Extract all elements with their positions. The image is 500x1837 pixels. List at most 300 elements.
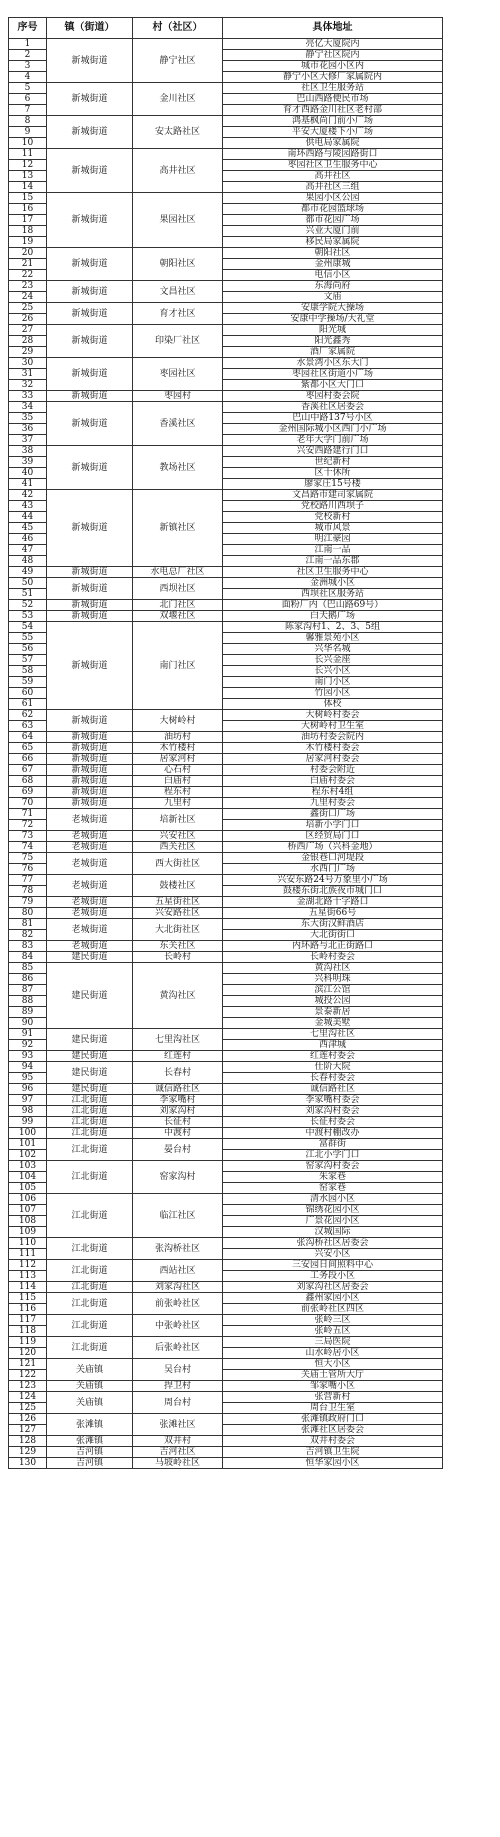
address-cell: 电信小区 bbox=[223, 270, 443, 281]
serial-cell: 33 bbox=[9, 391, 47, 402]
address-cell: 鑫州家园小区 bbox=[223, 1293, 443, 1304]
table-header-row bbox=[9, 18, 443, 39]
table-row bbox=[9, 1381, 443, 1392]
serial-cell: 26 bbox=[9, 314, 47, 325]
village-cell: 文昌社区 bbox=[133, 281, 223, 303]
serial-cell: 86 bbox=[9, 974, 47, 985]
address-cell: 汉城国际 bbox=[223, 1227, 443, 1238]
address-cell: 诚信路社区 bbox=[223, 1084, 443, 1095]
town-cell: 新城街道 bbox=[47, 402, 133, 446]
serial-cell: 24 bbox=[9, 292, 47, 303]
town-cell: 新城街道 bbox=[47, 149, 133, 193]
address-cell: 竹园小区 bbox=[223, 688, 443, 699]
village-cell: 安太路社区 bbox=[133, 116, 223, 149]
table-body bbox=[9, 39, 443, 1469]
village-cell: 前张岭社区 bbox=[133, 1293, 223, 1315]
address-cell: 吉河镇卫生院 bbox=[223, 1447, 443, 1458]
table-row bbox=[9, 1359, 443, 1370]
village-cell: 心石村 bbox=[133, 765, 223, 776]
address-cell: 九里村委会 bbox=[223, 798, 443, 809]
address-cell: 内环路与北正街路口 bbox=[223, 941, 443, 952]
serial-cell: 59 bbox=[9, 677, 47, 688]
address-cell: 金州康城 bbox=[223, 259, 443, 270]
table-row bbox=[9, 1282, 443, 1293]
table-row bbox=[9, 83, 443, 94]
table-row bbox=[9, 600, 443, 611]
serial-cell: 88 bbox=[9, 996, 47, 1007]
serial-cell: 115 bbox=[9, 1293, 47, 1304]
table-row bbox=[9, 732, 443, 743]
address-cell: 前张岭社区四区 bbox=[223, 1304, 443, 1315]
village-cell: 张滩社区 bbox=[133, 1414, 223, 1436]
town-cell: 老城街道 bbox=[47, 875, 133, 897]
town-cell: 老城街道 bbox=[47, 941, 133, 952]
table-row bbox=[9, 622, 443, 633]
town-cell: 江北街道 bbox=[47, 1293, 133, 1315]
table-row bbox=[9, 963, 443, 974]
serial-cell: 53 bbox=[9, 611, 47, 622]
serial-cell: 117 bbox=[9, 1315, 47, 1326]
address-cell: 面粉厂内（巴山路69号） bbox=[223, 600, 443, 611]
serial-cell: 6 bbox=[9, 94, 47, 105]
table-row bbox=[9, 567, 443, 578]
serial-cell: 116 bbox=[9, 1304, 47, 1315]
address-cell: 红莲村委会 bbox=[223, 1051, 443, 1062]
address-cell: 金银巷口河堤段 bbox=[223, 853, 443, 864]
table-row bbox=[9, 1447, 443, 1458]
serial-cell: 18 bbox=[9, 226, 47, 237]
address-cell: 朱家巷 bbox=[223, 1172, 443, 1183]
serial-cell: 66 bbox=[9, 754, 47, 765]
table-row bbox=[9, 1194, 443, 1205]
address-cell: 恒大小区 bbox=[223, 1359, 443, 1370]
address-cell: 体校 bbox=[223, 699, 443, 710]
serial-cell: 102 bbox=[9, 1150, 47, 1161]
village-cell: 育才社区 bbox=[133, 303, 223, 325]
address-cell: 桥西广场（兴科金地） bbox=[223, 842, 443, 853]
address-cell: 社区卫生服务站 bbox=[223, 83, 443, 94]
town-cell: 江北街道 bbox=[47, 1161, 133, 1194]
table-row bbox=[9, 578, 443, 589]
serial-cell: 3 bbox=[9, 61, 47, 72]
table-row bbox=[9, 39, 443, 50]
serial-cell: 106 bbox=[9, 1194, 47, 1205]
table-row bbox=[9, 1128, 443, 1139]
serial-cell: 99 bbox=[9, 1117, 47, 1128]
address-cell: 枣园社区街道小广场 bbox=[223, 369, 443, 380]
serial-cell: 56 bbox=[9, 644, 47, 655]
address-cell: 阳光城 bbox=[223, 325, 443, 336]
address-cell: 中渡村棚改办 bbox=[223, 1128, 443, 1139]
serial-cell: 118 bbox=[9, 1326, 47, 1337]
serial-cell: 95 bbox=[9, 1073, 47, 1084]
village-cell: 临江社区 bbox=[133, 1194, 223, 1238]
town-cell: 建民街道 bbox=[47, 1029, 133, 1051]
table-row bbox=[9, 1293, 443, 1304]
serial-cell: 30 bbox=[9, 358, 47, 369]
address-cell: 世纪新村 bbox=[223, 457, 443, 468]
serial-cell: 104 bbox=[9, 1172, 47, 1183]
village-cell: 油坊村 bbox=[133, 732, 223, 743]
village-cell: 周台村 bbox=[133, 1392, 223, 1414]
address-cell: 金州国际城小区西门小广场 bbox=[223, 424, 443, 435]
village-cell: 窑家沟村 bbox=[133, 1161, 223, 1194]
address-cell: 枣园社区卫生服务中心 bbox=[223, 160, 443, 171]
serial-cell: 15 bbox=[9, 193, 47, 204]
address-cell: 黄沟社区 bbox=[223, 963, 443, 974]
serial-cell: 54 bbox=[9, 622, 47, 633]
table-row bbox=[9, 1062, 443, 1073]
table-row bbox=[9, 1161, 443, 1172]
serial-cell: 35 bbox=[9, 413, 47, 424]
serial-cell: 8 bbox=[9, 116, 47, 127]
serial-cell: 57 bbox=[9, 655, 47, 666]
serial-cell: 13 bbox=[9, 171, 47, 182]
address-cell: 长兴金座 bbox=[223, 655, 443, 666]
table-row bbox=[9, 787, 443, 798]
serial-cell: 127 bbox=[9, 1425, 47, 1436]
address-cell: 廖家庄15号楼 bbox=[223, 479, 443, 490]
table-row bbox=[9, 809, 443, 820]
table-row bbox=[9, 1436, 443, 1447]
address-cell: 培新小学门口 bbox=[223, 820, 443, 831]
address-cell: 张岭五区 bbox=[223, 1326, 443, 1337]
address-cell: 南门小区 bbox=[223, 677, 443, 688]
table-row bbox=[9, 754, 443, 765]
address-cell: 老年大学门前广场 bbox=[223, 435, 443, 446]
address-cell: 兴安小区 bbox=[223, 1249, 443, 1260]
address-cell: 鼓楼东街北族夜市城门口 bbox=[223, 886, 443, 897]
address-cell: 巴山中路137号小区 bbox=[223, 413, 443, 424]
town-cell: 新城街道 bbox=[47, 743, 133, 754]
serial-cell: 46 bbox=[9, 534, 47, 545]
address-cell: 馨雅景苑小区 bbox=[223, 633, 443, 644]
address-cell: 关庙土管所大厅 bbox=[223, 1370, 443, 1381]
header-village: 村（社区） bbox=[133, 18, 223, 39]
address-cell: 区经贸局门口 bbox=[223, 831, 443, 842]
serial-cell: 4 bbox=[9, 72, 47, 83]
serial-cell: 58 bbox=[9, 666, 47, 677]
address-cell: 程东村4组 bbox=[223, 787, 443, 798]
town-cell: 张滩镇 bbox=[47, 1414, 133, 1436]
town-cell: 新城街道 bbox=[47, 765, 133, 776]
town-cell: 老城街道 bbox=[47, 853, 133, 875]
address-cell: 育才西路金川社区老村部 bbox=[223, 105, 443, 116]
town-cell: 新城街道 bbox=[47, 281, 133, 303]
address-cell: 白庙村委会 bbox=[223, 776, 443, 787]
town-cell: 老城街道 bbox=[47, 897, 133, 908]
table-row bbox=[9, 776, 443, 787]
village-cell: 香溪社区 bbox=[133, 402, 223, 446]
address-cell: 高井社区 bbox=[223, 171, 443, 182]
address-cell: 移民局家属院 bbox=[223, 237, 443, 248]
address-cell: 城市风景 bbox=[223, 523, 443, 534]
table-row bbox=[9, 941, 443, 952]
table-row bbox=[9, 710, 443, 721]
address-cell: 张滩社区居委会 bbox=[223, 1425, 443, 1436]
serial-cell: 68 bbox=[9, 776, 47, 787]
town-cell: 新城街道 bbox=[47, 611, 133, 622]
table-row bbox=[9, 908, 443, 919]
address-cell: 大树岭村委会 bbox=[223, 710, 443, 721]
address-cell: 长春村委会 bbox=[223, 1073, 443, 1084]
serial-cell: 28 bbox=[9, 336, 47, 347]
town-cell: 关庙镇 bbox=[47, 1381, 133, 1392]
village-cell: 西大街社区 bbox=[133, 853, 223, 875]
serial-cell: 74 bbox=[9, 842, 47, 853]
village-cell: 捍卫村 bbox=[133, 1381, 223, 1392]
table-row bbox=[9, 1117, 443, 1128]
address-cell: 景泰新居 bbox=[223, 1007, 443, 1018]
village-cell: 南门社区 bbox=[133, 622, 223, 710]
town-cell: 关庙镇 bbox=[47, 1392, 133, 1414]
village-cell: 西关社区 bbox=[133, 842, 223, 853]
serial-cell: 7 bbox=[9, 105, 47, 116]
town-cell: 江北街道 bbox=[47, 1139, 133, 1161]
serial-cell: 122 bbox=[9, 1370, 47, 1381]
serial-cell: 50 bbox=[9, 578, 47, 589]
serial-cell: 25 bbox=[9, 303, 47, 314]
serial-cell: 83 bbox=[9, 941, 47, 952]
address-cell: 安康学院大操场 bbox=[223, 303, 443, 314]
address-cell: 水西门广场 bbox=[223, 864, 443, 875]
serial-cell: 123 bbox=[9, 1381, 47, 1392]
address-cell: 平安大厦楼下小广场 bbox=[223, 127, 443, 138]
address-cell: 山水岭居小区 bbox=[223, 1348, 443, 1359]
address-cell: 兴业大厦门前 bbox=[223, 226, 443, 237]
serial-cell: 79 bbox=[9, 897, 47, 908]
village-cell: 黄沟社区 bbox=[133, 963, 223, 1029]
serial-cell: 103 bbox=[9, 1161, 47, 1172]
address-cell: 七里沟社区 bbox=[223, 1029, 443, 1040]
serial-cell: 44 bbox=[9, 512, 47, 523]
serial-cell: 27 bbox=[9, 325, 47, 336]
village-cell: 吴台村 bbox=[133, 1359, 223, 1381]
town-cell: 新城街道 bbox=[47, 446, 133, 490]
serial-cell: 43 bbox=[9, 501, 47, 512]
town-cell: 老城街道 bbox=[47, 919, 133, 941]
address-cell: 高井社区三组 bbox=[223, 182, 443, 193]
serial-cell: 114 bbox=[9, 1282, 47, 1293]
town-cell: 江北街道 bbox=[47, 1282, 133, 1293]
address-cell: 窑家巷 bbox=[223, 1183, 443, 1194]
address-cell: 周台卫生室 bbox=[223, 1403, 443, 1414]
table-row bbox=[9, 1458, 443, 1469]
serial-cell: 107 bbox=[9, 1205, 47, 1216]
header-town: 镇（街道） bbox=[47, 18, 133, 39]
table-row bbox=[9, 358, 443, 369]
address-cell: 广景花园小区 bbox=[223, 1216, 443, 1227]
village-cell: 西站社区 bbox=[133, 1260, 223, 1282]
serial-cell: 77 bbox=[9, 875, 47, 886]
serial-cell: 120 bbox=[9, 1348, 47, 1359]
town-cell: 老城街道 bbox=[47, 809, 133, 831]
village-cell: 新镇社区 bbox=[133, 490, 223, 567]
village-cell: 双堰社区 bbox=[133, 611, 223, 622]
town-cell: 江北街道 bbox=[47, 1315, 133, 1337]
address-cell: 大北街街口 bbox=[223, 930, 443, 941]
address-cell: 朝阳社区 bbox=[223, 248, 443, 259]
serial-cell: 84 bbox=[9, 952, 47, 963]
village-cell: 双井村 bbox=[133, 1436, 223, 1447]
village-cell: 兴安路社区 bbox=[133, 908, 223, 919]
serial-cell: 9 bbox=[9, 127, 47, 138]
address-cell: 紫都小区大门口 bbox=[223, 380, 443, 391]
town-cell: 老城街道 bbox=[47, 831, 133, 842]
address-cell: 东大街汉鲜酒店 bbox=[223, 919, 443, 930]
village-cell: 木竹楼村 bbox=[133, 743, 223, 754]
serial-cell: 41 bbox=[9, 479, 47, 490]
town-cell: 新城街道 bbox=[47, 193, 133, 248]
village-cell: 朝阳社区 bbox=[133, 248, 223, 281]
table-row bbox=[9, 402, 443, 413]
table-row bbox=[9, 281, 443, 292]
town-cell: 新城街道 bbox=[47, 578, 133, 600]
address-cell: 安康中学操场/大礼堂 bbox=[223, 314, 443, 325]
address-cell: 村委会附近 bbox=[223, 765, 443, 776]
village-cell: 枣园社区 bbox=[133, 358, 223, 391]
town-cell: 建民街道 bbox=[47, 1051, 133, 1062]
serial-cell: 69 bbox=[9, 787, 47, 798]
address-cell: 香溪社区居委会 bbox=[223, 402, 443, 413]
address-cell: 窑家沟村委会 bbox=[223, 1161, 443, 1172]
village-cell: 静宁社区 bbox=[133, 39, 223, 83]
table-row bbox=[9, 1337, 443, 1348]
address-table bbox=[8, 17, 443, 1469]
table-row bbox=[9, 248, 443, 259]
address-cell: 东海尚府 bbox=[223, 281, 443, 292]
village-cell: 后张岭社区 bbox=[133, 1337, 223, 1359]
address-cell: 兴华名城 bbox=[223, 644, 443, 655]
village-cell: 中渡村 bbox=[133, 1128, 223, 1139]
address-cell: 油坊村委会院内 bbox=[223, 732, 443, 743]
serial-cell: 125 bbox=[9, 1403, 47, 1414]
serial-cell: 48 bbox=[9, 556, 47, 567]
serial-cell: 17 bbox=[9, 215, 47, 226]
serial-cell: 60 bbox=[9, 688, 47, 699]
village-cell: 七里沟社区 bbox=[133, 1029, 223, 1051]
serial-cell: 42 bbox=[9, 490, 47, 501]
serial-cell: 100 bbox=[9, 1128, 47, 1139]
address-cell: 兴安西路建行门口 bbox=[223, 446, 443, 457]
town-cell: 新城街道 bbox=[47, 776, 133, 787]
address-cell: 双井村委会 bbox=[223, 1436, 443, 1447]
village-cell: 金川社区 bbox=[133, 83, 223, 116]
serial-cell: 47 bbox=[9, 545, 47, 556]
address-cell: 南环西路与陵园路街口 bbox=[223, 149, 443, 160]
serial-cell: 92 bbox=[9, 1040, 47, 1051]
address-cell: 富群街 bbox=[223, 1139, 443, 1150]
village-cell: 兴安社区 bbox=[133, 831, 223, 842]
serial-cell: 52 bbox=[9, 600, 47, 611]
serial-cell: 90 bbox=[9, 1018, 47, 1029]
address-cell: 静宁小区大修厂家属院内 bbox=[223, 72, 443, 83]
serial-cell: 91 bbox=[9, 1029, 47, 1040]
serial-cell: 126 bbox=[9, 1414, 47, 1425]
village-cell: 九里村 bbox=[133, 798, 223, 809]
address-cell: 党校路川西坝子 bbox=[223, 501, 443, 512]
town-cell: 新城街道 bbox=[47, 754, 133, 765]
address-cell: 白天鹅广场 bbox=[223, 611, 443, 622]
serial-cell: 96 bbox=[9, 1084, 47, 1095]
village-cell: 五星街社区 bbox=[133, 897, 223, 908]
address-cell: 大树岭村卫生室 bbox=[223, 721, 443, 732]
address-cell: 清水园小区 bbox=[223, 1194, 443, 1205]
town-cell: 关庙镇 bbox=[47, 1359, 133, 1381]
address-cell: 都市花园广场 bbox=[223, 215, 443, 226]
address-cell: 仕阶大院 bbox=[223, 1062, 443, 1073]
town-cell: 江北街道 bbox=[47, 1260, 133, 1282]
serial-cell: 55 bbox=[9, 633, 47, 644]
village-cell: 长征村 bbox=[133, 1117, 223, 1128]
town-cell: 建民街道 bbox=[47, 1084, 133, 1095]
serial-cell: 63 bbox=[9, 721, 47, 732]
address-cell: 滨江公馆 bbox=[223, 985, 443, 996]
town-cell: 新城街道 bbox=[47, 39, 133, 83]
serial-cell: 1 bbox=[9, 39, 47, 50]
address-cell: 城市花园小区内 bbox=[223, 61, 443, 72]
table-row bbox=[9, 842, 443, 853]
address-cell: 江南一品东郡 bbox=[223, 556, 443, 567]
town-cell: 江北街道 bbox=[47, 1337, 133, 1359]
address-cell: 酒厂家属院 bbox=[223, 347, 443, 358]
town-cell: 江北街道 bbox=[47, 1095, 133, 1106]
serial-cell: 128 bbox=[9, 1436, 47, 1447]
serial-cell: 5 bbox=[9, 83, 47, 94]
address-cell: 张滩镇政府门口 bbox=[223, 1414, 443, 1425]
address-cell: 工务段小区 bbox=[223, 1271, 443, 1282]
serial-cell: 93 bbox=[9, 1051, 47, 1062]
serial-cell: 129 bbox=[9, 1447, 47, 1458]
serial-cell: 109 bbox=[9, 1227, 47, 1238]
address-cell: 文昌路市建司家属院 bbox=[223, 490, 443, 501]
town-cell: 新城街道 bbox=[47, 325, 133, 358]
town-cell: 新城街道 bbox=[47, 391, 133, 402]
serial-cell: 72 bbox=[9, 820, 47, 831]
serial-cell: 16 bbox=[9, 204, 47, 215]
address-cell: 江南一品 bbox=[223, 545, 443, 556]
address-cell: 张沟桥社区居委会 bbox=[223, 1238, 443, 1249]
serial-cell: 113 bbox=[9, 1271, 47, 1282]
address-cell: 李家嘴村委会 bbox=[223, 1095, 443, 1106]
address-cell: 水景湾小区东大门 bbox=[223, 358, 443, 369]
serial-cell: 130 bbox=[9, 1458, 47, 1469]
serial-cell: 32 bbox=[9, 380, 47, 391]
town-cell: 新城街道 bbox=[47, 303, 133, 325]
address-cell: 恒华家园小区 bbox=[223, 1458, 443, 1469]
serial-cell: 76 bbox=[9, 864, 47, 875]
table-row bbox=[9, 149, 443, 160]
header-address: 具体地址 bbox=[223, 18, 443, 39]
village-cell: 刘家沟村 bbox=[133, 1106, 223, 1117]
serial-cell: 51 bbox=[9, 589, 47, 600]
serial-cell: 39 bbox=[9, 457, 47, 468]
address-cell: 长征村委会 bbox=[223, 1117, 443, 1128]
table-row bbox=[9, 765, 443, 776]
village-cell: 马坡岭社区 bbox=[133, 1458, 223, 1469]
village-cell: 刘家沟社区 bbox=[133, 1282, 223, 1293]
address-cell: 金湖北路十字路口 bbox=[223, 897, 443, 908]
address-cell: 静宁社区院内 bbox=[223, 50, 443, 61]
town-cell: 吉河镇 bbox=[47, 1447, 133, 1458]
address-cell: 张营新村 bbox=[223, 1392, 443, 1403]
table-row bbox=[9, 743, 443, 754]
serial-cell: 23 bbox=[9, 281, 47, 292]
serial-cell: 121 bbox=[9, 1359, 47, 1370]
address-cell: 鑫街口广场 bbox=[223, 809, 443, 820]
address-cell: 党校新村 bbox=[223, 512, 443, 523]
village-cell: 高井社区 bbox=[133, 149, 223, 193]
